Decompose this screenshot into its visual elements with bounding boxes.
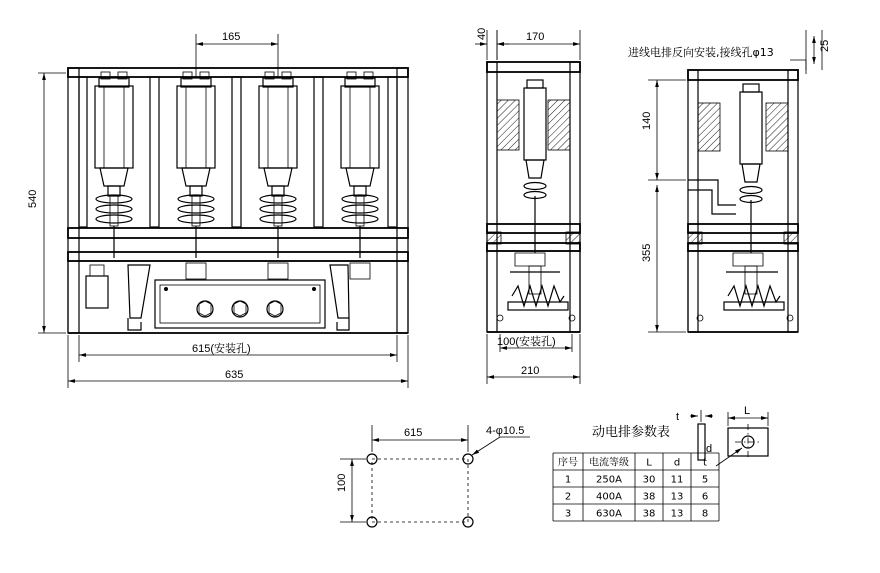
dim-635: 635 <box>225 369 244 381</box>
table-cell: 400A <box>596 491 622 503</box>
dim-355: 355 <box>641 243 653 262</box>
table-cell: 11 <box>670 474 684 486</box>
table-cell: 6 <box>701 491 709 503</box>
table-header-cell: L <box>646 457 652 469</box>
pole-assembly-1 <box>95 72 133 258</box>
table-header-cell: 电流等级 <box>589 457 629 469</box>
side-view <box>475 28 580 384</box>
table-header-cell: t <box>703 457 707 469</box>
table-title: 动电排参数表 <box>592 425 671 440</box>
table-cell: 38 <box>642 508 656 520</box>
dim-540: 540 <box>27 189 39 208</box>
label-d: d <box>706 443 713 455</box>
table-cell: 30 <box>642 474 656 486</box>
pole-assembly-2 <box>177 72 215 258</box>
table-cell: 250A <box>596 474 622 486</box>
table-header-cell: d <box>673 457 681 469</box>
pole-assembly-3 <box>259 72 297 258</box>
table-cell: 1 <box>564 474 572 486</box>
label-L: L <box>744 405 751 417</box>
table-cell: 13 <box>670 491 684 503</box>
dim-100: 100(安装孔) <box>497 336 556 348</box>
side-view-reversed <box>628 30 831 332</box>
parameter-table <box>553 424 719 521</box>
table-cell: 13 <box>670 508 684 520</box>
table-cell: 38 <box>642 491 656 503</box>
table-cell: 5 <box>701 474 709 486</box>
dim-40: 40 <box>476 27 488 40</box>
dim-165: 165 <box>222 31 241 43</box>
dim-210: 210 <box>521 365 540 377</box>
mounting-hole-pattern <box>336 425 530 527</box>
table-header-cell: 序号 <box>558 457 578 469</box>
callout-4-phi-10-5: 4-φ10.5 <box>486 425 525 437</box>
pole-assembly-4 <box>341 72 379 258</box>
label-t: t <box>676 411 680 423</box>
front-view <box>27 31 408 388</box>
table-cell: 2 <box>564 491 572 503</box>
dim-h100: 100 <box>336 473 348 492</box>
dim-170: 170 <box>526 31 545 43</box>
table-cell: 3 <box>564 508 572 520</box>
bus-bar-profile <box>676 405 768 466</box>
dim-h615: 615 <box>404 427 423 439</box>
dim-140: 140 <box>641 111 653 130</box>
reversed-install-note: 进线电排反向安装,接线孔φ13 <box>628 46 774 59</box>
table-cell: 8 <box>701 508 709 520</box>
dim-615: 615(安装孔) <box>192 343 251 355</box>
dim-25: 25 <box>819 39 831 52</box>
table-cell: 630A <box>596 508 622 520</box>
